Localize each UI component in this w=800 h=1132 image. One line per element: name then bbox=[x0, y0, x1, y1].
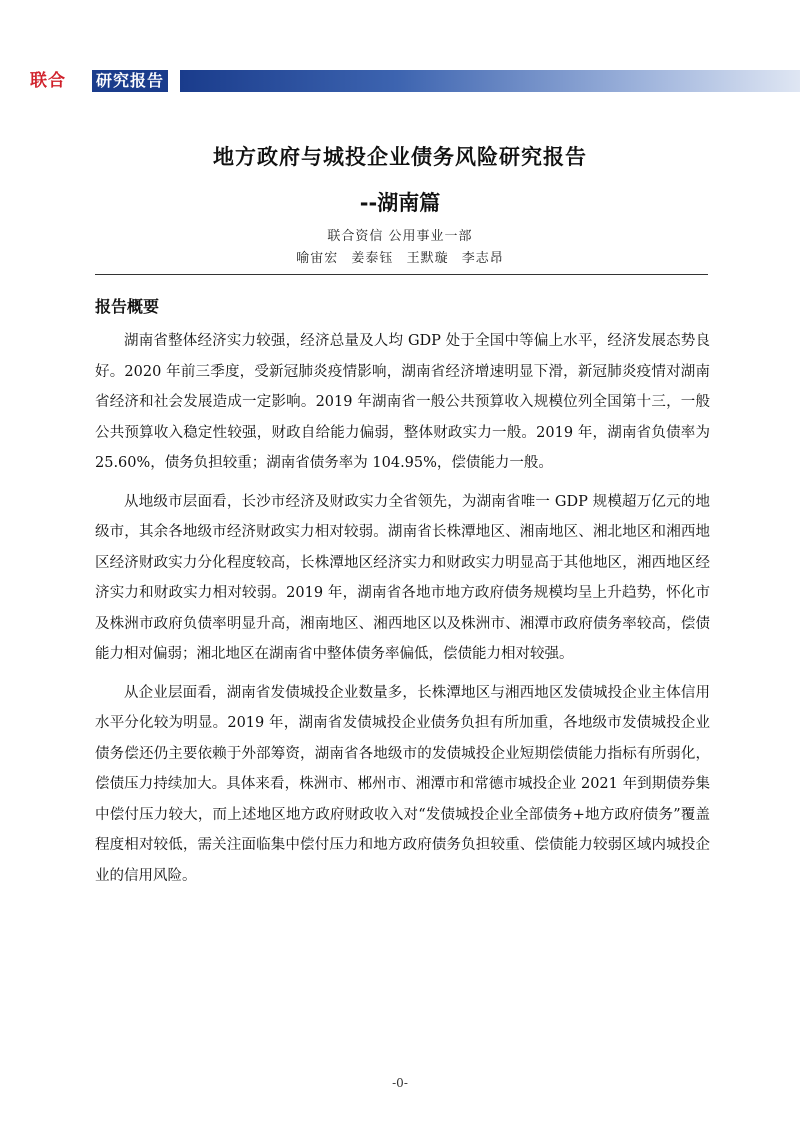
author-name: 李志昂 bbox=[461, 251, 504, 266]
summary-body bbox=[95, 326, 710, 899]
title-block bbox=[0, 140, 800, 270]
header-gradient-bar bbox=[180, 70, 800, 92]
author-name: 喻宙宏 bbox=[296, 251, 339, 266]
author-name: 姜泰钰 bbox=[351, 251, 394, 266]
section-heading-summary: 报告概要 bbox=[95, 297, 160, 316]
title-divider bbox=[95, 274, 708, 275]
brand-logo-research-report: 研究报告 bbox=[92, 70, 168, 92]
brand-logo-lianhe: 联合 bbox=[30, 71, 66, 91]
organization-line: 联合资信 公用事业一部 bbox=[327, 229, 473, 244]
report-header-banner bbox=[30, 70, 800, 92]
summary-paragraph: 从企业层面看，湖南省发债城投企业数量多，长株潭地区与湘西地区发债城投企业主体信用水平分化较为明显。2019 年，湖南省发债城投企业债务负担有所加重，各地级市发债城投企业债务偿还仍主要依赖于外部筹资，湖南省各地级市的发债城投企业短期偿债能力指标有所弱化，偿债压力持续加大。具体来看，株洲市、郴州市、湘潭市和常德市城投企业 2021 年到期债券集中偿付压力较大，而上述地区地方政府财政收入对“发债城投企业全部债务+地方政府债务”覆盖程度相对较低，需关注面临集中偿付压力和地方政府债务负担较重、偿债能力较弱区域内城投企业的信用风险。 bbox=[95, 684, 710, 884]
summary-paragraph: 从地级市层面看，长沙市经济及财政实力全省领先，为湖南省唯一 GDP 规模超万亿元的地级市，其余各地级市经济财政实力相对较弱。湖南省长株潭地区、湘南地区、湘北地区和湘西地区经济财政实力分化程度较高，长株潭地区经济实力和财政实力明显高于其他地区，湘西地区经济实力和财政实力相对较弱。2019 年，湖南省各地市地方政府债务规模均呈上升趋势，怀化市及株洲市政府负债率明显升高，湘南地区、湘西地区以及株洲市、湘潭市政府债务率较高，偿债能力相对偏弱；湘北地区在湖南省中整体债务率偏低，偿债能力相对较强。 bbox=[95, 493, 710, 662]
summary-paragraph: 湖南省整体经济实力较强，经济总量及人均 GDP 处于全国中等偏上水平，经济发展态势良好。2020 年前三季度，受新冠肺炎疫情影响，湖南省经济增速明显下滑，新冠肺炎疫情对湖南省经济和社会发展造成一定影响。2019 年湖南省一般公共预算收入规模位列全国第十三，一般公共预算收入稳定性较强，财政自给能力偏弱，整体财政实力一般。2019 年，湖南省负债率为 25.60%，债务负担较重；湖南省债务率为 104.95%，偿债能力一般。 bbox=[95, 333, 710, 471]
authors-line bbox=[0, 248, 800, 270]
document-subtitle: --湖南篇 bbox=[359, 191, 441, 215]
document-title: 地方政府与城投企业债务风险研究报告 bbox=[213, 145, 587, 169]
page-number: -0- bbox=[392, 1076, 408, 1090]
author-name: 王默璇 bbox=[406, 251, 449, 266]
